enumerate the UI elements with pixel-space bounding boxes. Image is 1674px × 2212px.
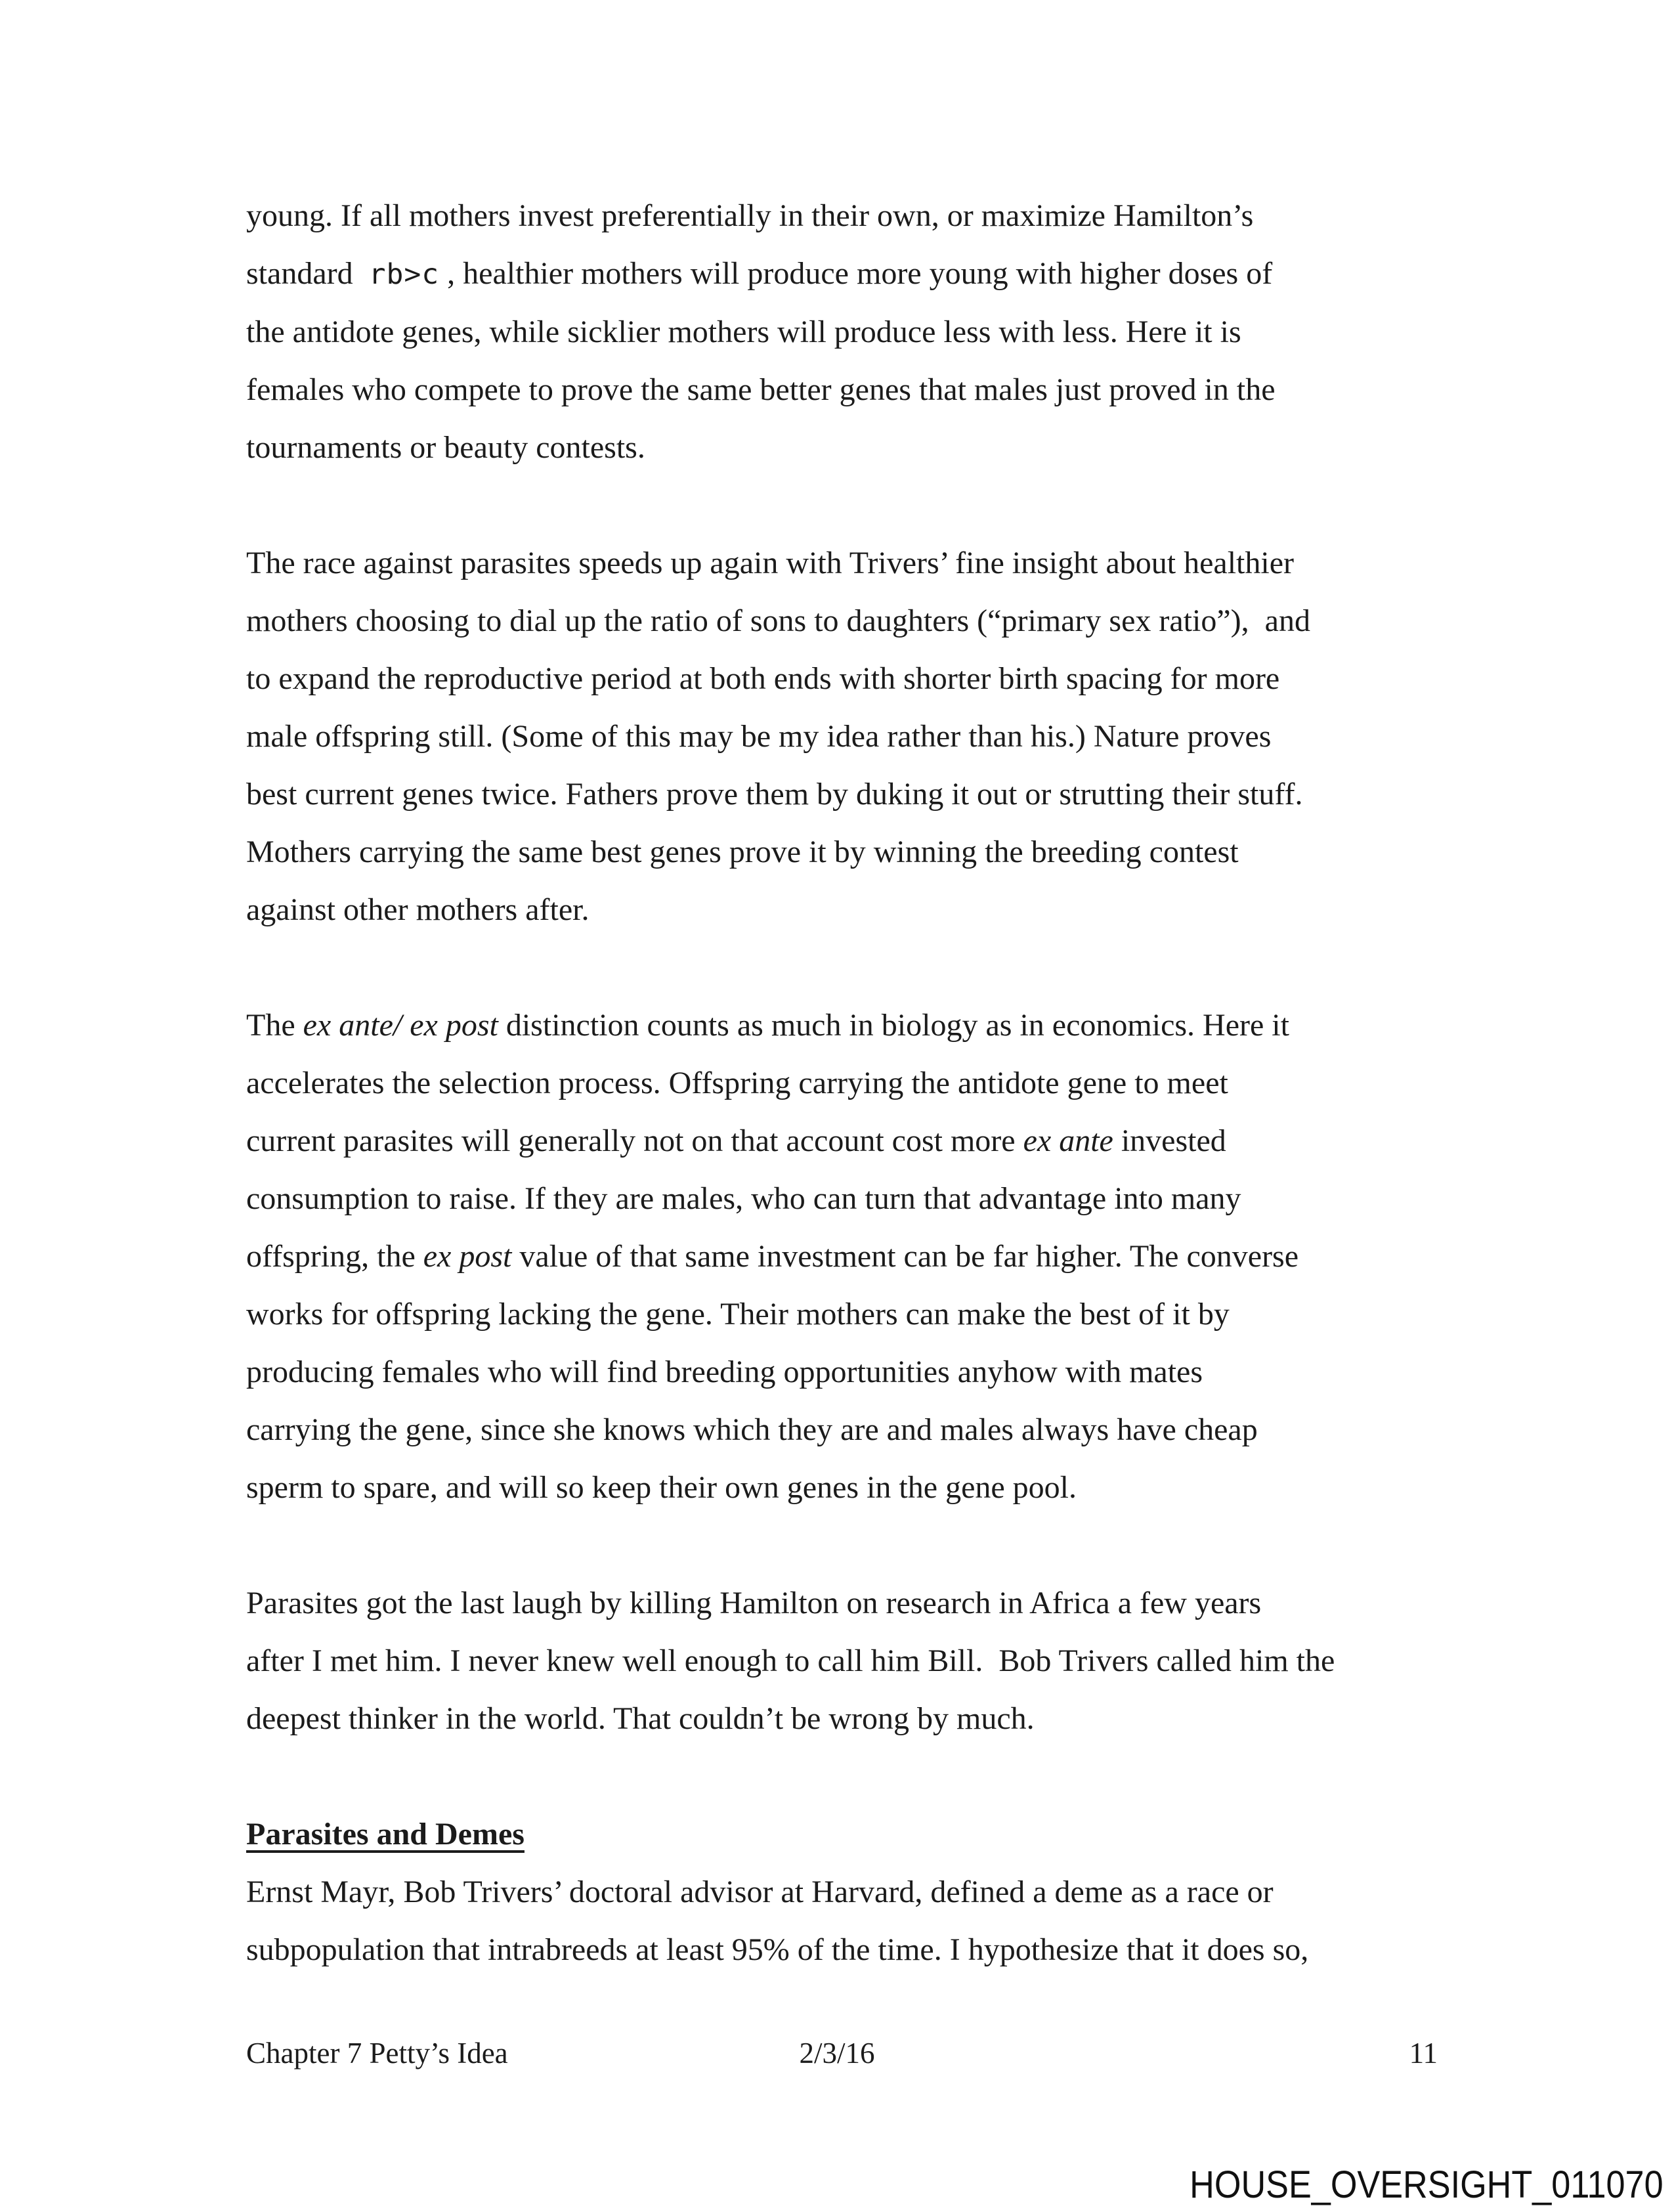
paragraph	[246, 187, 1438, 477]
text-line: current parasites will generally not on that account cost more ex ante invested	[246, 1123, 1226, 1158]
bates-stamp: HOUSE_OVERSIGHT_011070	[1190, 2163, 1663, 2206]
section-heading	[246, 1806, 1438, 1863]
text-line: females who compete to prove the same better genes that males just proved in the	[246, 372, 1276, 407]
footer-page-number: 11	[1409, 2037, 1438, 2070]
text-line: male offspring still. (Some of this may be my idea rather than his.) Nature proves	[246, 719, 1272, 754]
document-body	[246, 187, 1438, 2037]
text-line: standard rb>c , healthier mothers will produce more young with higher doses of	[246, 256, 1273, 291]
footer-chapter: Chapter 7 Petty’s Idea	[246, 2037, 508, 2070]
paragraph	[246, 997, 1438, 1517]
text-line: offspring, the ex post value of that same investment can be far higher. The converse	[246, 1239, 1299, 1274]
footer-date: 2/3/16	[799, 2037, 875, 2070]
text-line: sperm to spare, and will so keep their own genes in the gene pool.	[246, 1470, 1077, 1505]
paragraph	[246, 1574, 1438, 1748]
text-line: Mothers carrying the same best genes prove it by winning the breeding contest	[246, 835, 1239, 869]
text-line: against other mothers after.	[246, 892, 590, 927]
paragraph	[246, 534, 1438, 939]
text-line: tournaments or beauty contests.	[246, 430, 645, 465]
text-line: subpopulation that intrabreeds at least 95% of the time. I hypothesize that it does so,	[246, 1932, 1309, 1967]
text-line: works for offspring lacking the gene. Their mothers can make the best of it by	[246, 1297, 1230, 1332]
text-line: Ernst Mayr, Bob Trivers’ doctoral advisor at Harvard, defined a deme as a race or	[246, 1875, 1274, 1909]
text-line: producing females who will find breeding opportunities anyhow with mates	[246, 1355, 1203, 1389]
text-line: after I met him. I never knew well enough to call him Bill. Bob Trivers called him the	[246, 1643, 1335, 1678]
paragraph	[246, 1863, 1438, 1979]
text-line: best current genes twice. Fathers prove them by duking it out or strutting their stuff.	[246, 777, 1303, 812]
page-footer	[246, 2030, 1438, 2076]
text-line: young. If all mothers invest preferentially in their own, or maximize Hamilton’s	[246, 198, 1254, 233]
text-line: mothers choosing to dial up the ratio of sons to daughters (“primary sex ratio”), and	[246, 603, 1310, 638]
text-line: the antidote genes, while sicklier mothers will produce less with less. Here it is	[246, 314, 1241, 349]
text-line: accelerates the selection process. Offspring carrying the antidote gene to meet	[246, 1066, 1228, 1100]
text-line: consumption to raise. If they are males, who can turn that advantage into many	[246, 1181, 1241, 1216]
text-line: to expand the reproductive period at both ends with shorter birth spacing for more	[246, 661, 1280, 696]
text-line: carrying the gene, since she knows which they are and males always have cheap	[246, 1412, 1258, 1447]
text-line: The race against parasites speeds up again with Trivers’ fine insight about healthier	[246, 546, 1294, 580]
text-line: Parasites and Demes	[246, 1817, 525, 1852]
text-line: deepest thinker in the world. That couldn’t be wrong by much.	[246, 1701, 1035, 1736]
text-line: The ex ante/ ex post distinction counts as much in biology as in economics. Here it	[246, 1008, 1289, 1043]
text-line: Parasites got the last laugh by killing Hamilton on research in Africa a few years	[246, 1586, 1262, 1620]
